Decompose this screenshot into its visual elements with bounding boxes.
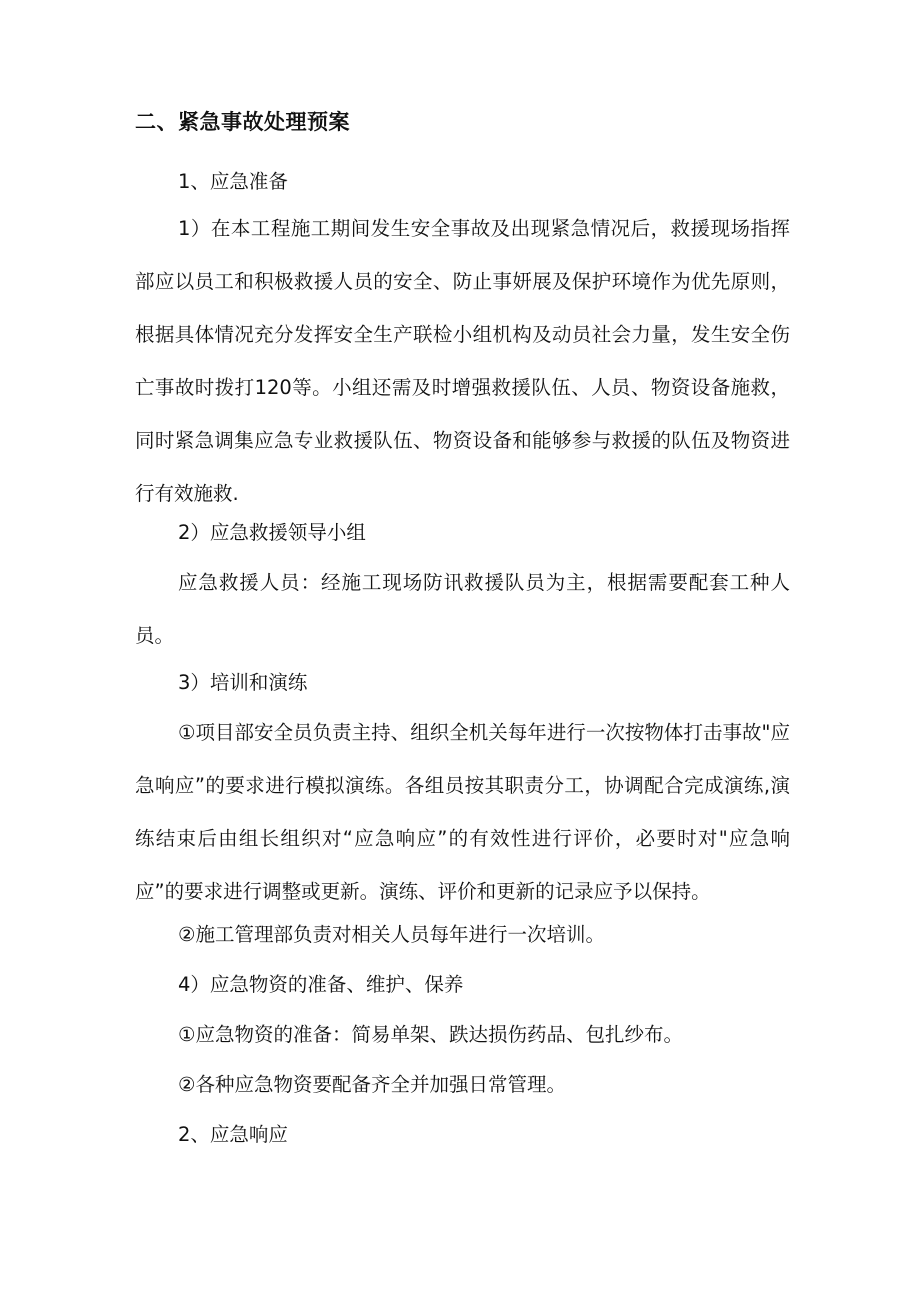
paragraph-drill-details: ①项目部安全员负责主持、组织全机关每年进行一次按物体打击事故"应急响应”的要求进行模拟演练。各组员按其职责分工，协调配合完成演练,演练结束后由组长组织对“应急响应”的有效性进行评价，必要时对"应急响应”的要求进行调整或更新。演练、评价和更新的记录应予以保持。 (135, 721, 790, 903)
paragraph-leadership-group: 2）应急救援领导小组 (178, 521, 366, 544)
paragraph-training-drills: 3）培训和演练 (178, 671, 308, 694)
paragraph-accident-response: 1）在本工程施工期间发生安全事故及出现紧急情况后，救援现场指挥部应以员工和积极救援人员的安全、防止事妍展及保护环境作为优先原则，根据具体情况充分发挥安全生产联检小组机构及动员社会力量，发生安全伤亡事故时拨打120等。小组还需及时增强救援队伍、人员、物资设备施救，同时紧急调集应急专业救援队伍、物资设备和能够参与救援的队伍及物资进行有效施救. (135, 217, 790, 505)
paragraph-emergency-preparation: 1、应急准备 (178, 170, 288, 193)
paragraph-annual-training: ②施工管理部负责对相关人员每年进行一次培训。 (178, 923, 605, 946)
paragraph-supplies-preparation: ①应急物资的准备：简易单架、跌达损伤药品、包扎纱布。 (178, 1023, 683, 1046)
paragraph-emergency-supplies: 4）应急物资的准备、维护、保养 (178, 973, 464, 996)
paragraph-rescue-personnel: 应急救援人员：经施工现场防讯救援队员为主，根据需要配套工种人员。 (135, 571, 790, 647)
paragraph-supplies-management: ②各种应急物资要配备齐全并加强日常管理。 (178, 1073, 566, 1096)
paragraph-emergency-response: 2、应急响应 (178, 1123, 288, 1146)
section-heading: 二、紧急事故处理预案 (135, 110, 350, 134)
